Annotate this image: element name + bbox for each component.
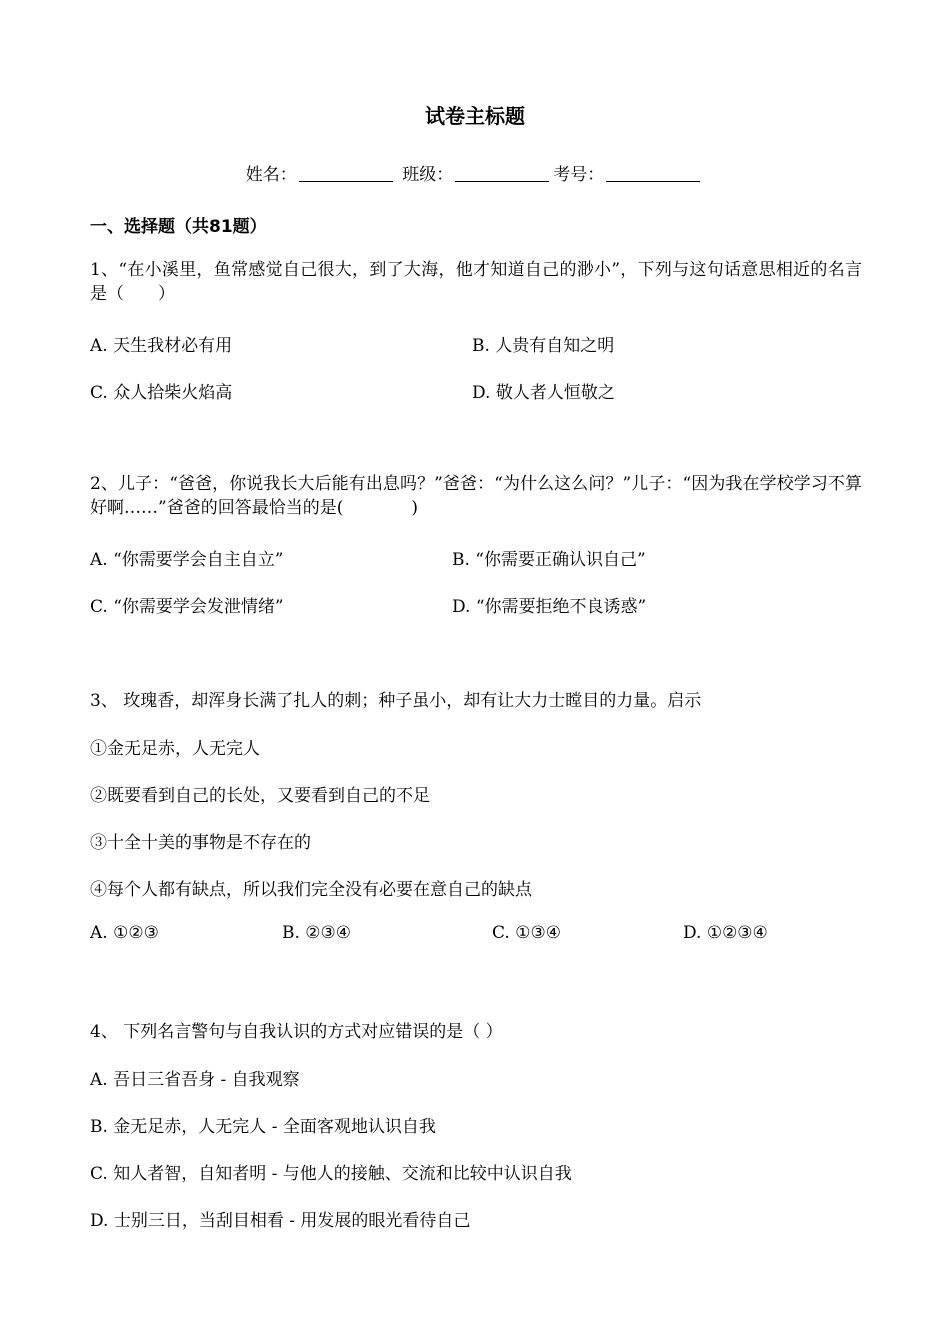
page-title: 试卷主标题: [425, 104, 525, 128]
question-4-option-b[interactable]: B. 金无足赤，人无完人 - 全面客观地认识自我: [90, 1117, 436, 1137]
question-3-stem: 3、 玫瑰香，却浑身长满了扎人的刺；种子虽小，却有让大力士瞠目的力量。启示: [90, 691, 702, 711]
question-1-stem: 1、“在小溪里，鱼常感觉自己很大，到了大海，他才知道自己的渺小”，下列与这句话意思相近的名言是（ ）: [90, 260, 862, 304]
question-4-option-a[interactable]: A. 吾日三省吾身 - 自我观察: [90, 1070, 300, 1090]
question-2-option-b[interactable]: B. “你需要正确认识自己”: [452, 550, 646, 570]
question-4-option-d[interactable]: D. 士别三日，当刮目相看 - 用发展的眼光看待自己: [90, 1211, 471, 1231]
question-3-statement-1: ①金无足赤，人无完人: [90, 739, 260, 759]
question-1-option-c[interactable]: C. 众人拾柴火焰高: [90, 383, 233, 403]
id-label: 考号：: [553, 165, 605, 185]
section-heading: 一、选择题（共81题）: [90, 217, 267, 237]
question-2-option-a[interactable]: A. “你需要学会自主自立”: [90, 550, 284, 570]
question-1-option-d[interactable]: D. 敬人者人恒敬之: [472, 383, 615, 403]
question-3-option-c[interactable]: C. ①③④: [492, 923, 561, 943]
id-blank[interactable]: [606, 165, 700, 182]
question-3-option-d[interactable]: D. ①②③④: [683, 923, 768, 943]
question-2-option-c[interactable]: C. “你需要学会发泄情绪”: [90, 597, 284, 617]
question-2-option-d[interactable]: D. “你需要拒绝不良诱惑”: [452, 597, 647, 617]
class-label: 班级：: [402, 165, 454, 185]
question-3-statement-3: ③十全十美的事物是不存在的: [90, 833, 311, 853]
name-blank[interactable]: [299, 165, 393, 182]
name-label: 姓名：: [245, 165, 297, 185]
class-blank[interactable]: [455, 165, 549, 182]
question-3-statement-4: ④每个人都有缺点，所以我们完全没有必要在意自己的缺点: [90, 880, 532, 900]
question-3-option-a[interactable]: A. ①②③: [90, 923, 159, 943]
question-1-option-a[interactable]: A. 天生我材必有用: [90, 336, 233, 356]
question-3-statement-2: ②既要看到自己的长处，又要看到自己的不足: [90, 786, 430, 806]
question-4-option-c[interactable]: C. 知人者智，自知者明 - 与他人的接触、交流和比较中认识自我: [90, 1164, 572, 1184]
question-4-stem: 4、 下列名言警句与自我认识的方式对应错误的是（ ）: [90, 1022, 503, 1042]
question-1-option-b[interactable]: B. 人贵有自知之明: [472, 336, 615, 356]
student-info-line: [0, 160, 950, 185]
question-2-stem: 2、儿子：“爸爸，你说我长大后能有出息吗？”爸爸：“为什么这么问？”儿子：“因为我在学校学习不算好啊……”爸爸的回答最恰当的是( ): [90, 474, 862, 518]
question-3-option-b[interactable]: B. ②③④: [282, 923, 352, 943]
